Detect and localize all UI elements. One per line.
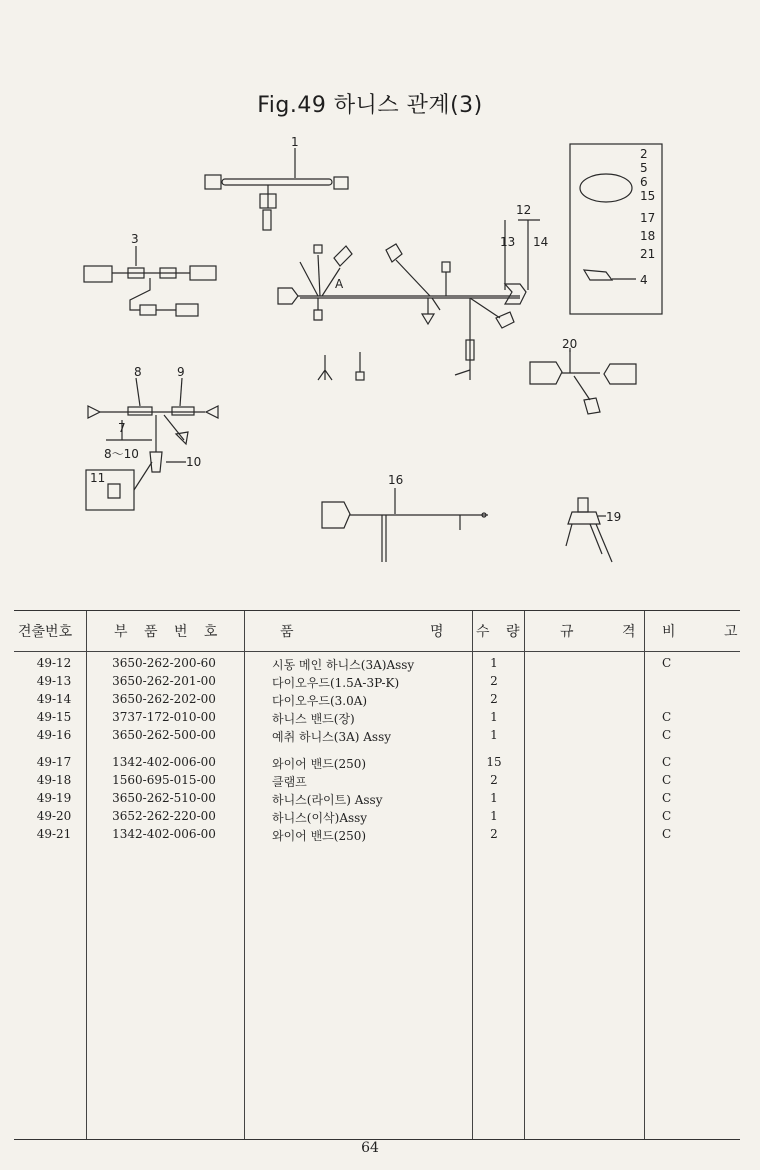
header-spec: 규 격 [560, 624, 658, 640]
harness-part-1 [205, 148, 348, 230]
table-row: 49-21 1342-402-006-00 와이어 밴드(250) 2 C [36, 827, 672, 843]
label-4: 4 [640, 273, 648, 287]
svg-text:6: 6 [640, 175, 648, 189]
label-16: 16 [388, 473, 404, 487]
label-3: 3 [131, 232, 139, 246]
svg-text:21: 21 [640, 247, 656, 261]
harness-diagram [0, 120, 740, 590]
table-row: 49-16 3650-262-500-00 예취 하니스(3A) Assy 1 C [36, 728, 672, 744]
label-7: 7 [118, 421, 126, 435]
label-a: A [335, 277, 344, 291]
label-8: 8 [134, 365, 142, 379]
harness-part-16 [322, 488, 488, 562]
table-row: 49-14 3650-262-202-00 다이오우드(3.0A) 2 [36, 692, 498, 708]
label-12: 12 [516, 203, 532, 217]
part-11-box [86, 462, 152, 510]
svg-text:2: 2 [640, 147, 648, 161]
harness-part-3 [84, 246, 216, 316]
label-10: 10 [186, 455, 202, 469]
label-20: 20 [562, 337, 578, 351]
label-1: 1 [291, 135, 299, 149]
svg-text:18: 18 [640, 229, 656, 243]
label-19: 19 [606, 510, 622, 524]
header-remark: 비 고 [662, 624, 760, 640]
header-qty: 수 량 [476, 624, 526, 640]
table-row: 49-17 1342-402-006-00 와이어 밴드(250) 15 C [36, 755, 672, 771]
header-name-right: 명 [430, 624, 450, 640]
label-13: 13 [500, 235, 516, 249]
label-stack [640, 147, 655, 261]
header-name-left: 품 [280, 624, 300, 640]
table-row: 49-19 3650-262-510-00 하니스(라이트) Assy 1 C [36, 791, 672, 807]
header-part-no: 부 품 번 호 [114, 624, 224, 640]
table-row: 49-12 3650-262-200-60 시동 메인 하니스(3A)Assy 1 C [36, 656, 672, 672]
table-row: 49-20 3652-262-220-00 하니스(이삭)Assy 1 C [36, 809, 672, 825]
label-14: 14 [533, 235, 549, 249]
table-row: 49-13 3650-262-201-00 다이오우드(1.5A-3P-K) 2 [36, 674, 498, 690]
harness-part-20 [530, 350, 636, 414]
label-9: 9 [177, 365, 185, 379]
figure-title: Fig.49 하니스 관계(3) [257, 93, 483, 118]
label-11: 11 [90, 471, 106, 485]
svg-text:17: 17 [640, 211, 656, 225]
page-number: 64 [361, 1140, 379, 1156]
table-row: 49-18 1560-695-015-00 클램프 2 C [36, 773, 672, 789]
table-row: 49-15 3737-172-010-00 하니스 밴드(장) 1 C [36, 710, 672, 726]
header-no: 견출번호 [18, 624, 73, 640]
svg-text:5: 5 [640, 161, 648, 175]
harness-part-19 [566, 498, 612, 562]
parts-table [14, 610, 760, 1140]
label-8-10: 8～10 [104, 447, 139, 461]
svg-text:15: 15 [640, 189, 656, 203]
